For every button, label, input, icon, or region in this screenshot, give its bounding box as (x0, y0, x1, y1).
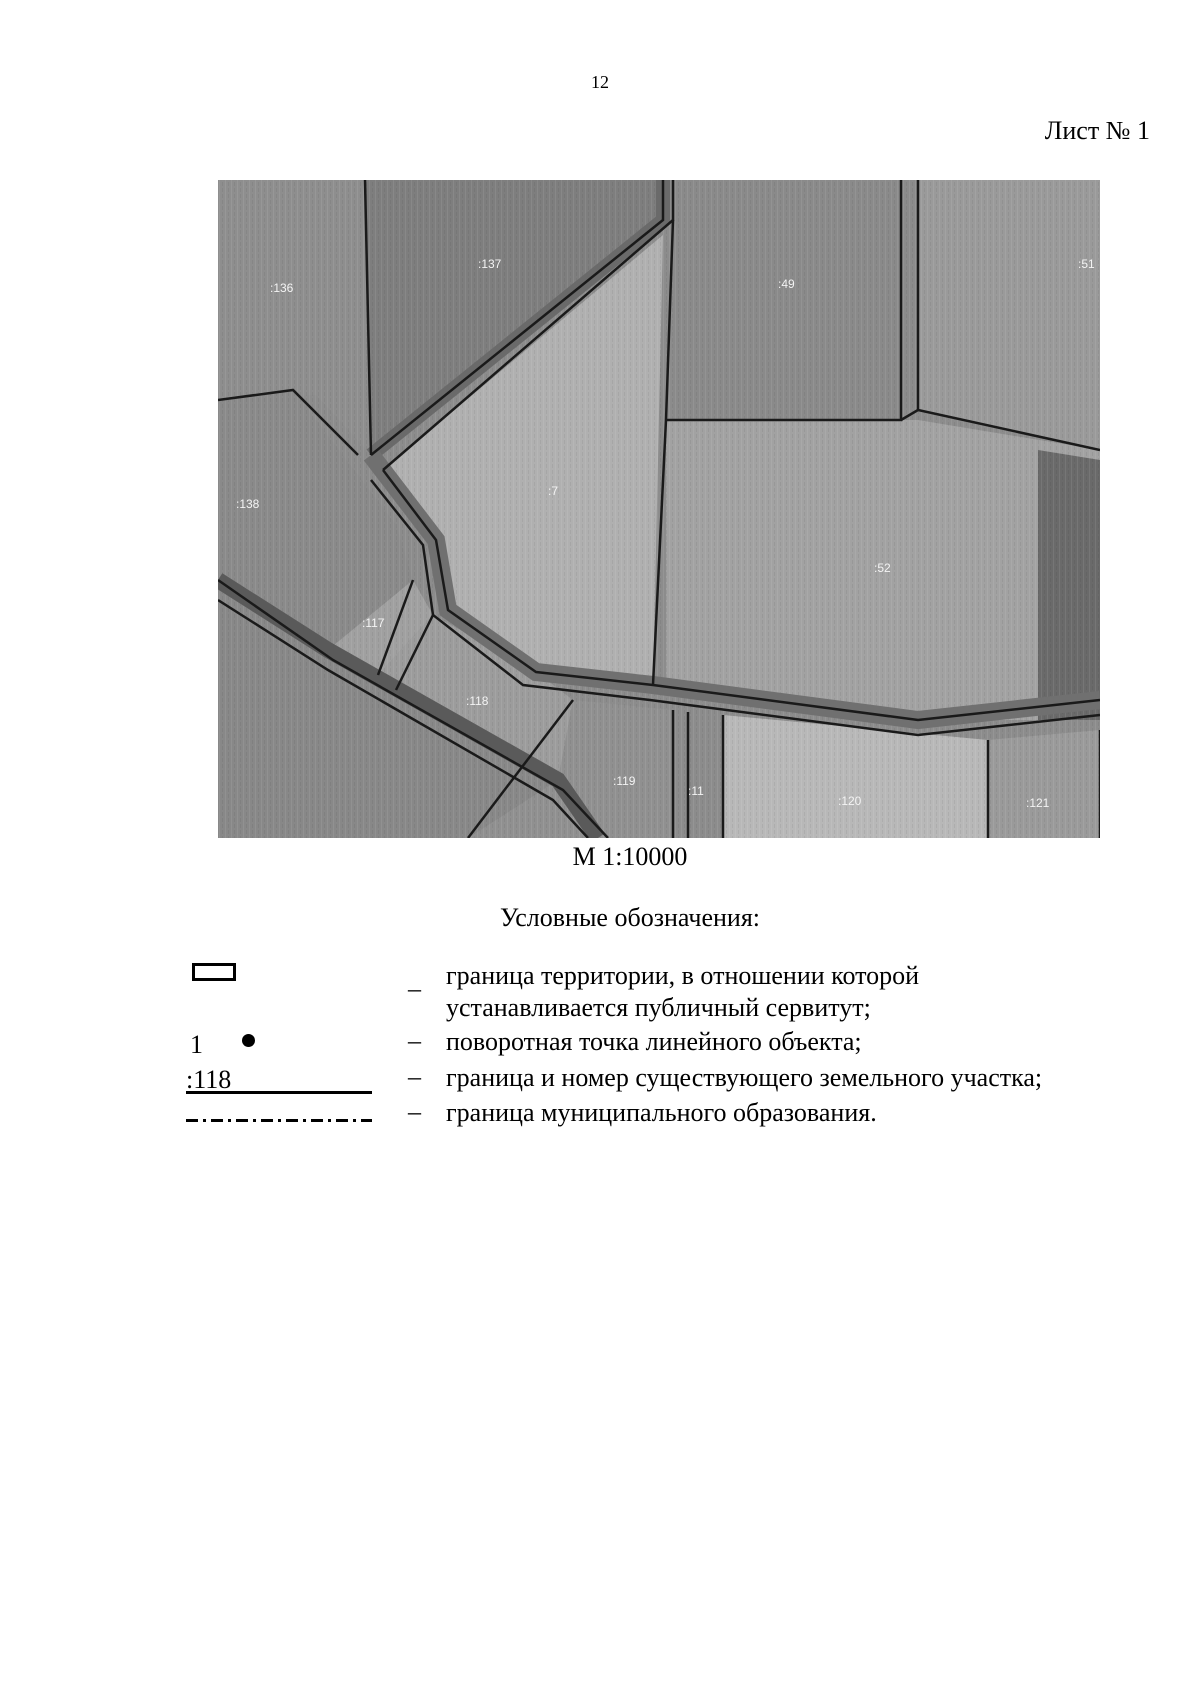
parcel-label: :136 (270, 281, 294, 295)
legend-parcel-line-icon (186, 1091, 372, 1094)
legend-dash: – (408, 1026, 421, 1055)
map-scale: М 1:10000 (572, 842, 688, 871)
parcel-label: :51 (1078, 257, 1095, 271)
parcel-label: :120 (838, 794, 862, 808)
legend-dash: – (408, 1062, 421, 1091)
parcel-label: :49 (778, 277, 795, 291)
parcel-label: :52 (874, 561, 891, 575)
legend-point-icon (242, 1034, 255, 1047)
parcel-label: :7 (548, 484, 559, 498)
legend-municipal-boundary-icon (186, 1119, 372, 1122)
parcel-label: :118 (466, 694, 489, 708)
parcel-label: :117 (362, 616, 385, 630)
map-texture (218, 180, 1100, 838)
legend-point-number: 1 (190, 1030, 203, 1059)
parcel-label: :121 (1026, 796, 1050, 810)
map-image (218, 180, 1100, 838)
parcel-label: :11 (688, 784, 704, 798)
legend-text: поворотная точка линейного объекта; (446, 1027, 862, 1056)
sheet-label: Лист № 1 (1044, 116, 1150, 145)
legend-title: Условные обозначения: (499, 903, 761, 932)
legend-text: граница территории, в отношении которой (446, 961, 920, 990)
legend-symbol-boundary-rectangle (192, 963, 236, 981)
legend-text: устанавливается публичный сервитут; (446, 993, 871, 1022)
legend-text: граница муниципального образования. (446, 1098, 877, 1127)
parcel-label: :138 (236, 497, 260, 511)
parcel-label: :137 (478, 257, 502, 271)
legend-parcel-number: :118 (186, 1065, 232, 1094)
legend-dash: – (408, 1097, 421, 1126)
cadastral-map (218, 180, 1100, 838)
legend-text: граница и номер существующего земельного участка; (446, 1063, 1043, 1092)
page-number: 12 (591, 72, 609, 92)
legend-dash: – (408, 974, 421, 1003)
parcel-label: :119 (613, 774, 636, 788)
